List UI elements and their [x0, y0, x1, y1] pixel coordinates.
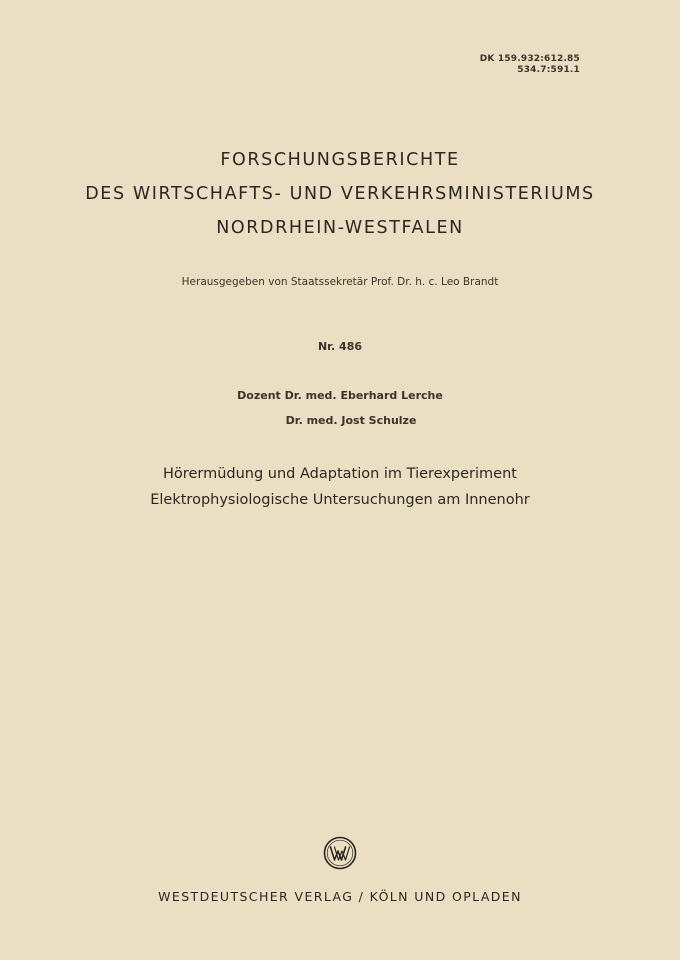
authors — [0, 383, 680, 433]
series-title-line-3: NORDRHEIN-WESTFALEN — [216, 218, 464, 238]
report-number: Nr. 486 — [317, 340, 363, 353]
author-1: Dozent Dr. med. Eberhard Lerche — [237, 389, 443, 402]
classification-line-1: DK 159.932:612.85 — [479, 54, 580, 64]
author-2: Dr. med. Jost Schulze — [285, 414, 417, 427]
report-title-line-1: Hörermüdung und Adaptation im Tierexperiment — [163, 466, 517, 482]
classification-line-2: 534.7:591.1 — [517, 65, 580, 75]
series-title — [0, 143, 680, 245]
series-title-line-1: FORSCHUNGSBERICHTE — [220, 150, 460, 170]
classification-code — [480, 54, 580, 76]
publisher-name: WESTDEUTSCHER VERLAG / KÖLN UND OPLADEN — [158, 889, 522, 904]
report-title — [0, 461, 680, 513]
publisher-monogram-icon — [322, 835, 358, 871]
report-title-line-2: Elektrophysiologische Untersuchungen am Innenohr — [150, 492, 530, 508]
series-title-line-2: DES WIRTSCHAFTS- UND VERKEHRSMINISTERIUMS — [85, 184, 595, 204]
editor-line: Herausgegeben von Staatssekretär Prof. Dr. h. c. Leo Brandt — [181, 276, 499, 288]
